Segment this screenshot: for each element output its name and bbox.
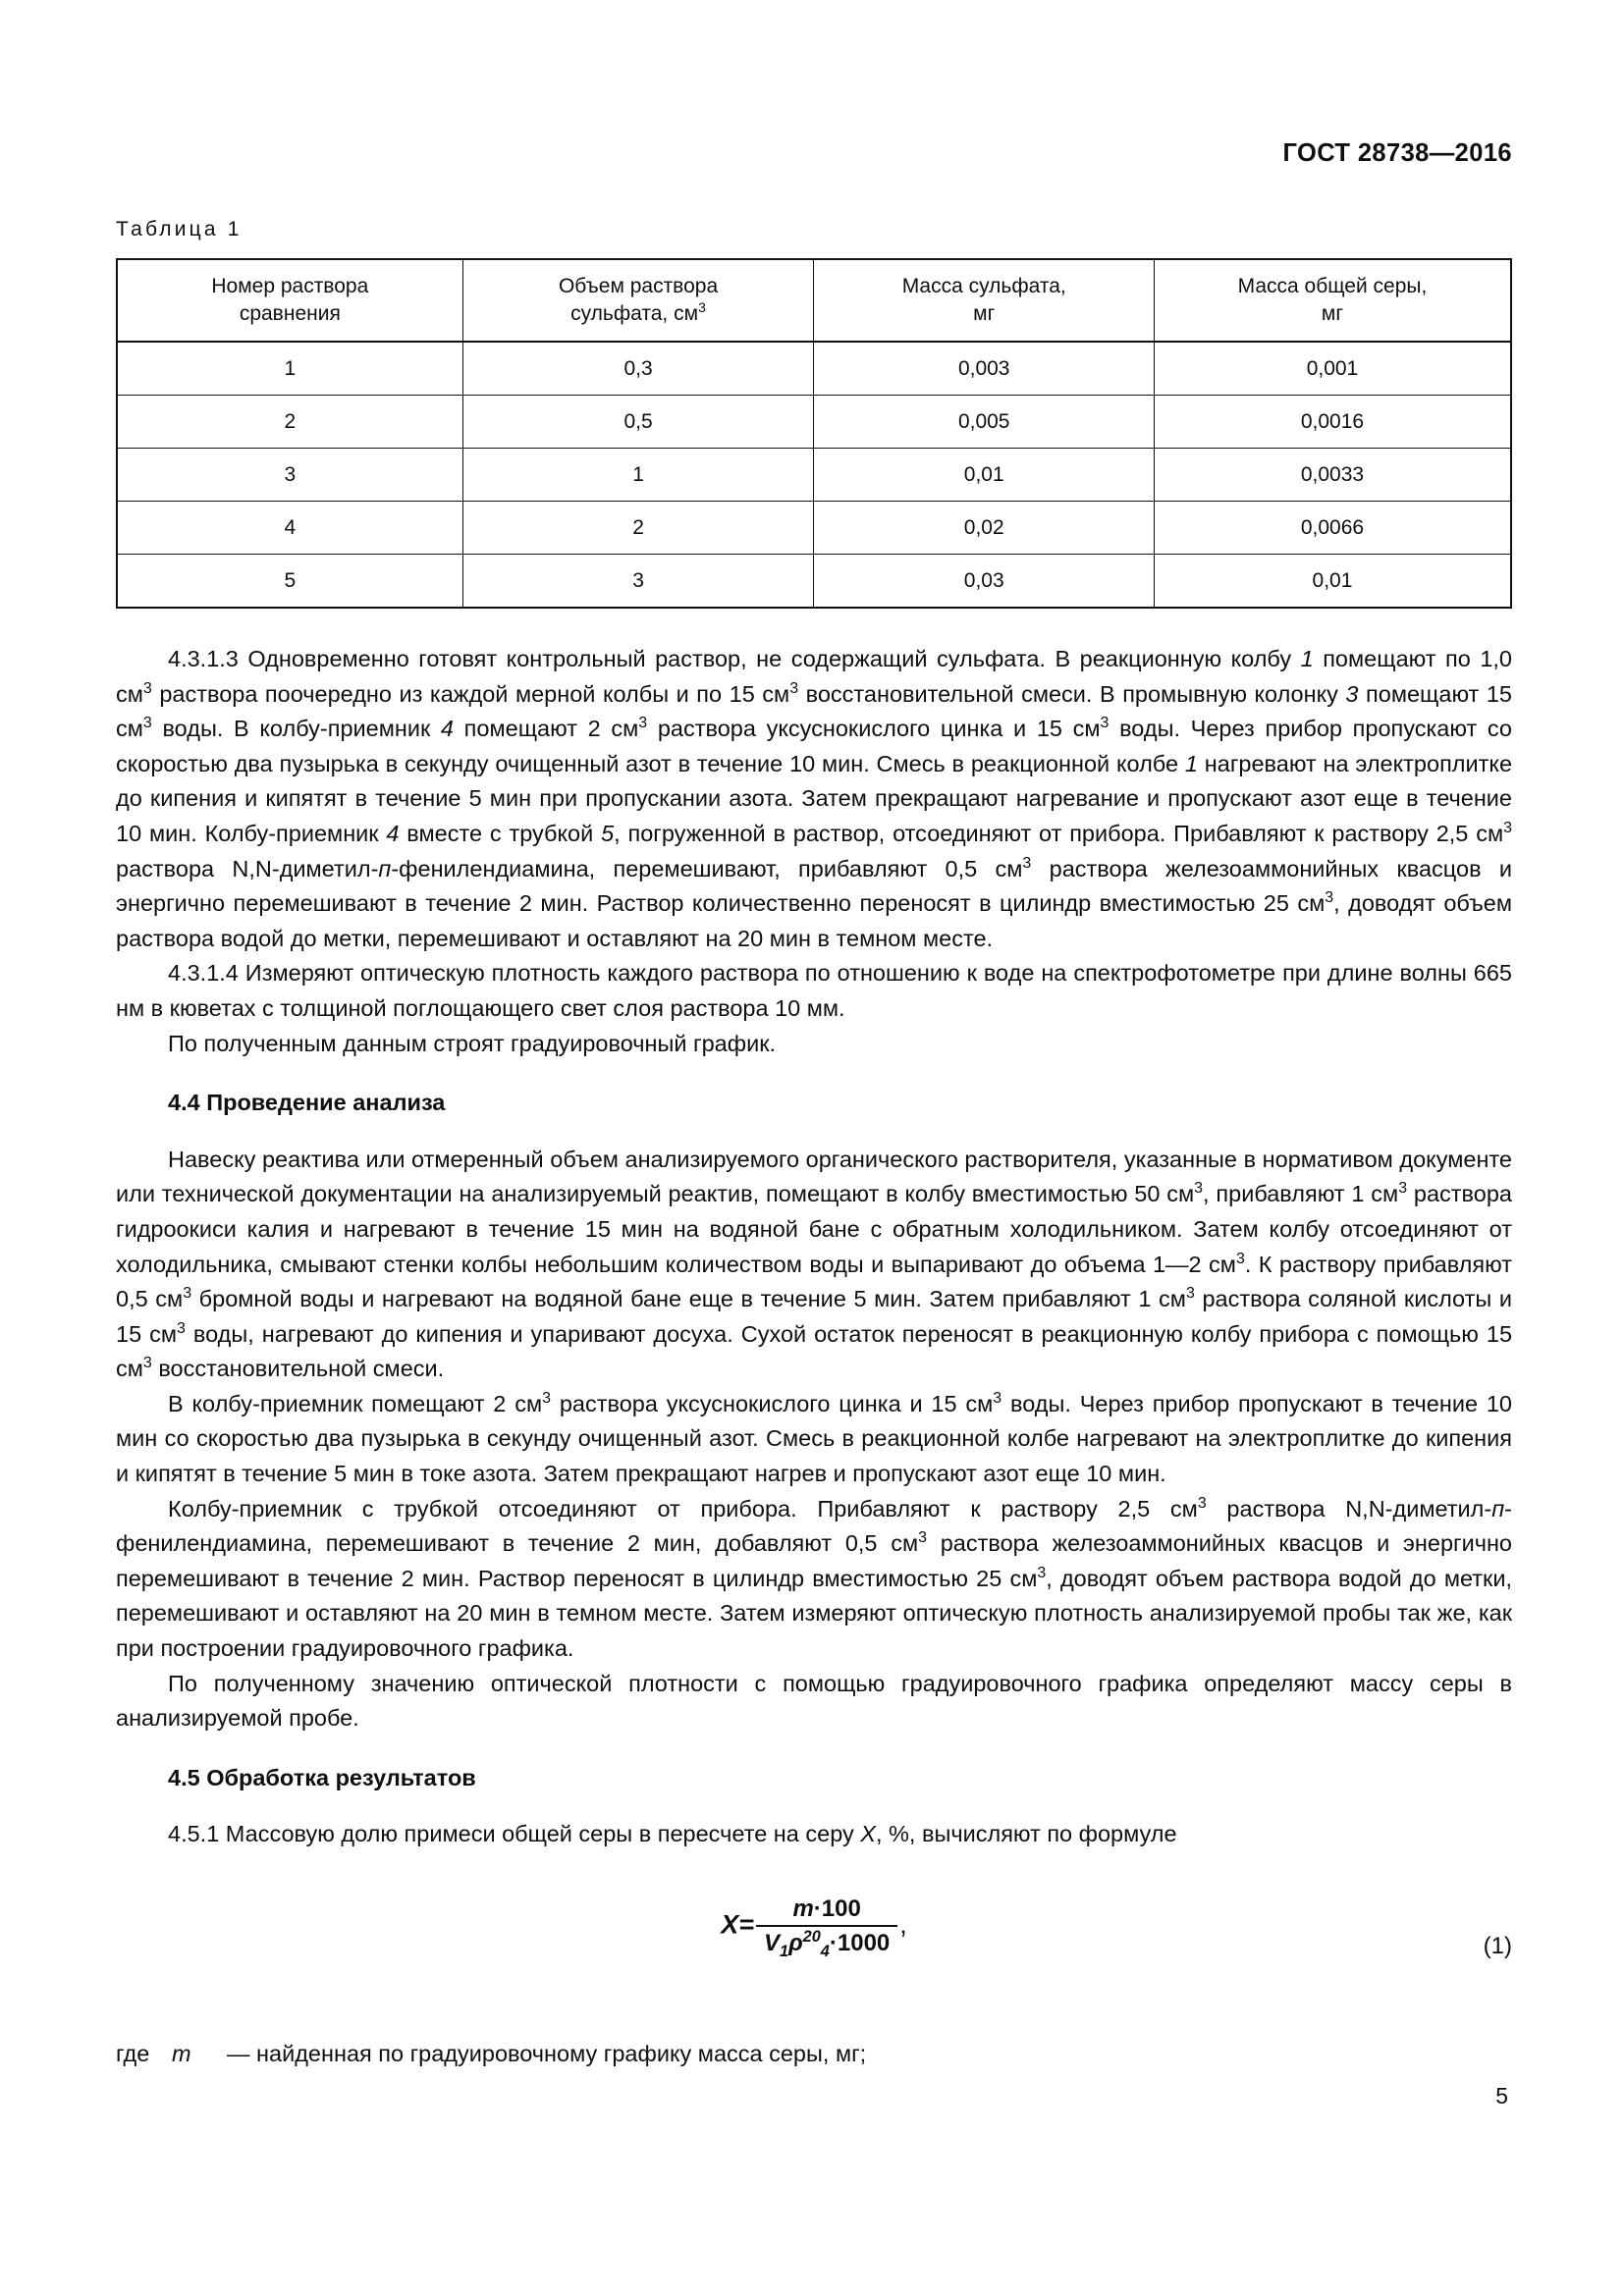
text-fragment: -фенилендиамина, перемешивают в течение 2 мин, добавляют 0,5 см xyxy=(116,1495,1512,1557)
table-caption: Таблица 1 xyxy=(116,218,243,240)
text-fragment: 4.3.1.3 Одновременно готовят контрольный раствор, не содержащий сульфата. В реакционную колбу xyxy=(168,646,1301,671)
italic-prefix: п xyxy=(1491,1495,1505,1522)
header-line-2: сравнения xyxy=(239,302,341,325)
column-header-total-sulfur-mass xyxy=(1154,259,1511,342)
text-fragment: Навеску реактива или отмеренный объем анализируемого органического растворителя, указанные в нормативом документе или технической документации на анализируемый реактив, помещают в колбу вместимостью 50 см xyxy=(116,1146,1512,1207)
formula-block xyxy=(116,1896,1512,1998)
text-fragment: , %, вычисляют по формуле xyxy=(875,1821,1177,1847)
text-fragment: -фенилендиамина, перемешивают, прибавляют 0,5 см xyxy=(391,855,1023,881)
cell-solution-number: 5 xyxy=(117,555,462,609)
cell-sulfate-volume: 3 xyxy=(462,555,814,609)
cell-total-sulfur-mass: 0,01 xyxy=(1154,555,1511,609)
denominator-volume-subscript: 1 xyxy=(780,1942,789,1960)
header-line-1: Масса сульфата, xyxy=(901,275,1066,298)
cell-total-sulfur-mass: 0,0033 xyxy=(1154,449,1511,502)
fraction xyxy=(756,1896,897,1960)
table-row xyxy=(117,342,1511,396)
superscript: 3 xyxy=(918,1529,927,1547)
text-fragment: бромной воды и нагревают на водяной бане еще в течение 5 мин. Затем прибавляют 1 см xyxy=(191,1286,1186,1312)
superscript: 3 xyxy=(1235,1250,1245,1267)
formula-1 xyxy=(116,1896,1512,1960)
text-fragment: раствора поочередно из каждой мерной колбы и по 15 см xyxy=(151,680,790,707)
formula-equals: = xyxy=(738,1909,755,1940)
text-fragment: , прибавляют 1 см xyxy=(1203,1181,1399,1207)
header-superscript: 3 xyxy=(698,300,706,316)
table-row xyxy=(117,502,1511,555)
denominator-density: ρ xyxy=(788,1930,803,1956)
superscript: 3 xyxy=(1503,820,1512,837)
superscript: 3 xyxy=(1100,715,1110,732)
formula-number: (1) xyxy=(1483,1933,1512,1959)
flask-ref: 1 xyxy=(1300,646,1314,671)
text-fragment: восстановительной смеси. xyxy=(151,1356,445,1382)
cell-sulfate-mass: 0,03 xyxy=(814,555,1154,609)
variable-x: X xyxy=(860,1821,876,1847)
paragraph-4-4-result-readout: По полученному значению оптической плотности с помощью градуировочного графика определяют массу серы в анализируемой пробе. xyxy=(116,1670,1512,1732)
formula-lhs: X xyxy=(721,1909,739,1940)
cell-sulfate-volume: 2 xyxy=(462,502,814,555)
fraction-numerator xyxy=(756,1896,897,1927)
text-fragment: помещают 2 см xyxy=(454,716,639,742)
text-fragment: раствора уксуснокислого цинка и 15 см xyxy=(647,716,1101,742)
cell-sulfate-mass: 0,005 xyxy=(814,396,1154,449)
paragraph-4-3-1-4: 4.3.1.4 Измеряют оптическую плотность каждого раствора по отношению к воде на спектрофотометре при длине волны 665 нм в кюветах с толщиной поглощающего свет слоя раствора 10 мм. xyxy=(116,960,1512,1021)
text-fragment: раствора уксуснокислого цинка и 15 см xyxy=(551,1390,994,1416)
cell-sulfate-mass: 0,003 xyxy=(814,342,1154,396)
superscript: 3 xyxy=(542,1390,551,1408)
where-label: где xyxy=(116,2041,150,2066)
superscript: 3 xyxy=(789,679,799,697)
table-row xyxy=(117,449,1511,502)
body-text xyxy=(116,642,1512,2072)
paragraph-4-3-1-3 xyxy=(116,642,1512,956)
superscript: 3 xyxy=(1197,1494,1207,1512)
reference-solutions-table xyxy=(116,258,1512,609)
paragraph-4-4-receiver-flask xyxy=(116,1387,1512,1492)
cell-sulfate-mass: 0,02 xyxy=(814,502,1154,555)
standard-number-header: ГОСТ 28738—2016 xyxy=(1282,139,1512,167)
superscript: 3 xyxy=(1398,1180,1408,1198)
paragraph-calibration-graph: По полученным данным строят градуировочный график. xyxy=(168,1030,777,1056)
superscript: 3 xyxy=(142,1355,152,1372)
header-line-1: Номер раствора xyxy=(211,275,369,298)
numerator-constant: ·100 xyxy=(813,1896,861,1922)
text-fragment: воды. В колбу-приемник xyxy=(151,716,441,742)
text-fragment: . К раствору прибавляют 0,5 см xyxy=(116,1251,1512,1312)
text-fragment: Колбу-приемник с трубкой отсоединяют от прибора. Прибавляют к раствору 2,5 см xyxy=(168,1495,1198,1522)
receiver-ref: 4 xyxy=(440,716,454,742)
cell-solution-number: 4 xyxy=(117,502,462,555)
where-clause xyxy=(116,2037,1512,2072)
header-line-1: Объем раствора xyxy=(558,275,719,298)
text-fragment: раствора N,N-диметил- xyxy=(116,855,379,881)
denominator-density-subscript: 4 xyxy=(820,1942,830,1960)
superscript: 3 xyxy=(142,679,152,697)
cell-sulfate-volume: 1 xyxy=(462,449,814,502)
page-content xyxy=(116,218,1512,2072)
text-fragment: раствора железоаммонийных квасцов и энергично перемешивают в течение 2 мин. Раствор переносят в цилиндр вместимостью 25 см xyxy=(116,1530,1512,1591)
cell-sulfate-volume: 0,3 xyxy=(462,342,814,396)
cell-solution-number: 3 xyxy=(117,449,462,502)
section-heading-4-5: 4.5 Обработка результатов xyxy=(168,1764,476,1790)
table-header-row xyxy=(117,259,1511,342)
denominator-volume: V xyxy=(764,1930,781,1956)
fraction-denominator xyxy=(756,1927,897,1960)
superscript: 3 xyxy=(1325,889,1334,907)
text-fragment: , погруженной в раствор, отсоединяют от прибора. Прибавляют к раствору 2,5 см xyxy=(614,820,1504,846)
superscript: 3 xyxy=(1022,854,1032,872)
superscript: 3 xyxy=(1037,1565,1047,1582)
text-fragment: раствора гидроокиси калия и нагревают в течение 15 мин на водяной бане с обратным холодильником. Затем колбу отсоединяют от холодильника, смывают стенки колбы небольшим количеством воды и выпаривают до объема 1—2 см xyxy=(116,1181,1512,1277)
cell-total-sulfur-mass: 0,0016 xyxy=(1154,396,1511,449)
text-fragment: раствора железоаммонийных квасцов и энергично перемешивают в течение 2 мин. Раствор количественно переносят в цилиндр вместимостью 25 см xyxy=(116,855,1512,917)
cell-total-sulfur-mass: 0,001 xyxy=(1154,342,1511,396)
text-fragment: , доводят объем раствора водой до метки, перемешивают и оставляют на 20 мин в темном месте. Затем измеряют оптическую плотность анализируемой пробы так же, как при построении градуировочного графика. xyxy=(116,1565,1512,1662)
superscript: 3 xyxy=(993,1390,1002,1408)
tube-ref: 5 xyxy=(601,820,615,846)
header-line-2: сульфата, см xyxy=(570,302,699,325)
text-fragment: нагревают на электроплитке до кипения и кипятят в течение 5 мин при пропускании азота. Затем прекращают нагревание и пропускают азот еще в течение 10 мин. Колбу-приемник xyxy=(116,750,1513,846)
superscript: 3 xyxy=(1194,1180,1204,1198)
header-line-1: Масса общей серы, xyxy=(1237,275,1428,298)
text-fragment: В колбу-приемник помещают 2 см xyxy=(168,1390,543,1416)
equation-expression xyxy=(721,1896,907,1960)
cell-sulfate-volume: 0,5 xyxy=(462,396,814,449)
text-fragment: воды. Через прибор пропускают в течение 10 мин со скоростью два пузырька в секунду очищенный азот. Смесь в реакционной колбе нагревают на электроплитке до кипения и кипятят в течение 5 мин в токе азота. Затем прекращают нагрев и пропускают азот еще 10 мин. xyxy=(116,1390,1512,1487)
text-fragment: воды. Через прибор пропускают со скоростью два пузырька в секунду очищенный азот в течение 10 мин. Смесь в реакционной колбе xyxy=(116,716,1512,776)
section-heading-4-4: 4.4 Проведение анализа xyxy=(168,1090,446,1116)
text-fragment: помещают по 1,0 см xyxy=(116,646,1512,707)
column-ref: 3 xyxy=(1345,680,1359,707)
cell-total-sulfur-mass: 0,0066 xyxy=(1154,502,1511,555)
text-fragment: 4.5.1 Массовую долю примеси общей серы в пересчете на серу xyxy=(168,1821,861,1847)
formula-trailing-comma: , xyxy=(899,1909,907,1940)
paragraph-4-5-1 xyxy=(116,1817,1512,1852)
table-row xyxy=(117,555,1511,609)
text-fragment: , доводят объем раствора водой до метки, перемешивают и оставляют на 20 мин в темном месте. xyxy=(116,890,1512,951)
cell-solution-number: 2 xyxy=(117,396,462,449)
superscript: 3 xyxy=(142,715,152,732)
column-header-sulfate-volume xyxy=(462,259,814,342)
text-fragment: раствора N,N-диметил- xyxy=(1206,1495,1492,1522)
paragraph-4-4-colorimetry xyxy=(116,1492,1512,1667)
text-fragment: восстановительной смеси. В промывную колонку xyxy=(798,680,1346,707)
superscript: 3 xyxy=(183,1285,192,1303)
flask-ref: 1 xyxy=(1184,750,1198,776)
cell-solution-number: 1 xyxy=(117,342,462,396)
superscript: 3 xyxy=(1185,1285,1195,1303)
column-header-solution-number xyxy=(117,259,462,342)
text-fragment: воды, нагревают до кипения и упаривают досуха. Сухой остаток переносят в реакционную колбу прибора с помощью 15 см xyxy=(116,1320,1513,1382)
denominator-density-superscript: 20 xyxy=(802,1928,821,1946)
text-fragment: помещают 15 см xyxy=(116,680,1512,742)
receiver-ref: 4 xyxy=(386,820,400,846)
page-number: 5 xyxy=(1495,2083,1508,2109)
header-line-2: мг xyxy=(973,302,996,325)
table-row xyxy=(117,396,1511,449)
paragraph-4-4-sample-prep xyxy=(116,1143,1512,1387)
superscript: 3 xyxy=(177,1319,186,1337)
italic-prefix: п xyxy=(378,855,392,881)
where-definition: — найденная по градуировочному графику масса серы, мг; xyxy=(227,2041,867,2066)
header-line-2: мг xyxy=(1321,302,1344,325)
where-symbol: m xyxy=(172,2041,191,2066)
text-fragment: раствора соляной кислоты и 15 см xyxy=(116,1286,1512,1347)
numerator-variable: m xyxy=(792,1896,814,1922)
denominator-constant: ·1000 xyxy=(829,1930,891,1956)
cell-sulfate-mass: 0,01 xyxy=(814,449,1154,502)
text-fragment: вместе с трубкой xyxy=(399,820,602,846)
column-header-sulfate-mass xyxy=(814,259,1154,342)
superscript: 3 xyxy=(638,715,648,732)
